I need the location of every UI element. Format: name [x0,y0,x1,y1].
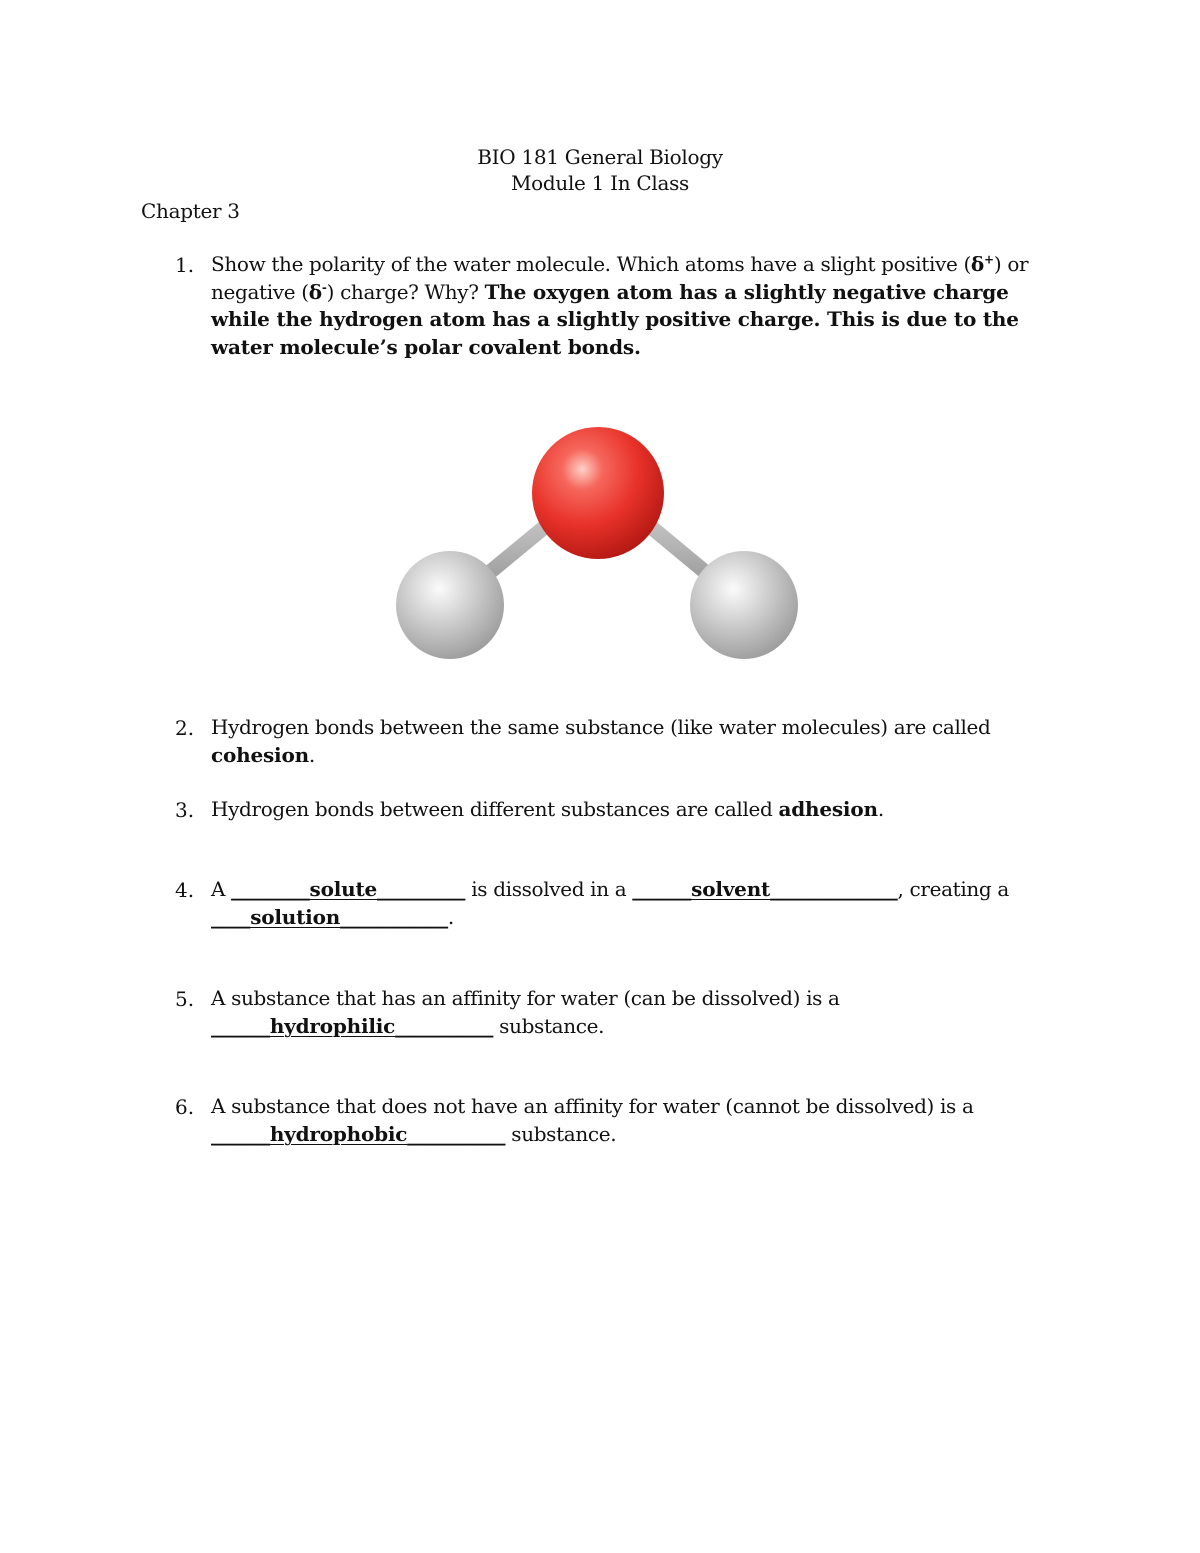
water-molecule-illustration [380,415,820,675]
answer-solution: solution [250,904,341,929]
answer-solvent: solvent [691,877,771,901]
blank-line: __________ [395,1013,494,1038]
blank-line: __________ [407,1121,506,1146]
question-number: 5. [175,987,195,1011]
prompt-part: is dissolved in a [465,877,633,901]
question-number: 1. [175,253,195,277]
question-text [211,251,1071,361]
delta-minus-symbol: δ- [308,279,327,304]
prompt-part: ) or negative ( [211,252,1029,304]
question-text [211,714,1071,769]
prompt-part: Hydrogen bonds between different substances are called [211,797,779,821]
prompt-end: . [447,904,454,929]
question-text [211,876,1071,931]
blank-line: _____________ [770,877,898,901]
delta-plus-symbol: δ+ [970,252,994,276]
blank-line: ___________ [340,904,448,929]
prompt-end: . [308,742,315,767]
blank-line: ______ [211,1013,270,1038]
prompt-end: . [877,797,884,821]
module-title: Module 1 In Class [510,171,690,195]
question-text [211,796,1071,824]
prompt-part: A substance that does not have an affinity for water (cannot be dissolved) is a [211,1094,974,1118]
prompt-part: ) charge? Why? [326,279,485,304]
prompt-end: substance. [493,1013,605,1038]
answer-text: hydrophobic [269,1121,408,1146]
blank-line: _________ [377,877,466,901]
blank-line: ________ [231,877,310,901]
blank-line: ______ [211,1121,270,1146]
course-title: BIO 181 General Biology [477,145,723,169]
oxygen-atom [532,427,664,559]
prompt-part: A [211,877,232,901]
answer-solute: solute [309,877,378,901]
prompt-end: substance. [505,1121,617,1146]
question-number: 2. [175,716,195,740]
answer-text: adhesion [778,797,878,821]
prompt-part: Show the polarity of the water molecule. Which atoms have a slight positive ( [211,252,971,276]
answer-text: hydrophilic [269,1013,396,1038]
prompt-part: , creating a [897,877,1009,901]
blank-line: ____ [211,904,251,929]
prompt-part: Hydrogen bonds between the same substance (like water molecules) are called [211,715,991,739]
question-number: 3. [175,798,195,822]
question-number: 4. [175,878,195,902]
question-text [211,1093,1071,1148]
chapter-label: Chapter 3 [141,199,240,223]
answer-text: The oxygen atom has a slightly negative charge while the hydrogen atom has a slightly positive charge. This is due to the water molecule’s polar covalent bonds. [211,279,1019,359]
left-hydrogen-atom [396,551,504,659]
answer-text: cohesion [211,742,309,767]
prompt-part: A substance that has an affinity for water (can be dissolved) is a [211,986,840,1010]
question-number: 6. [175,1095,195,1119]
right-hydrogen-atom [690,551,798,659]
blank-line: ______ [632,877,692,901]
question-text [211,985,1071,1040]
